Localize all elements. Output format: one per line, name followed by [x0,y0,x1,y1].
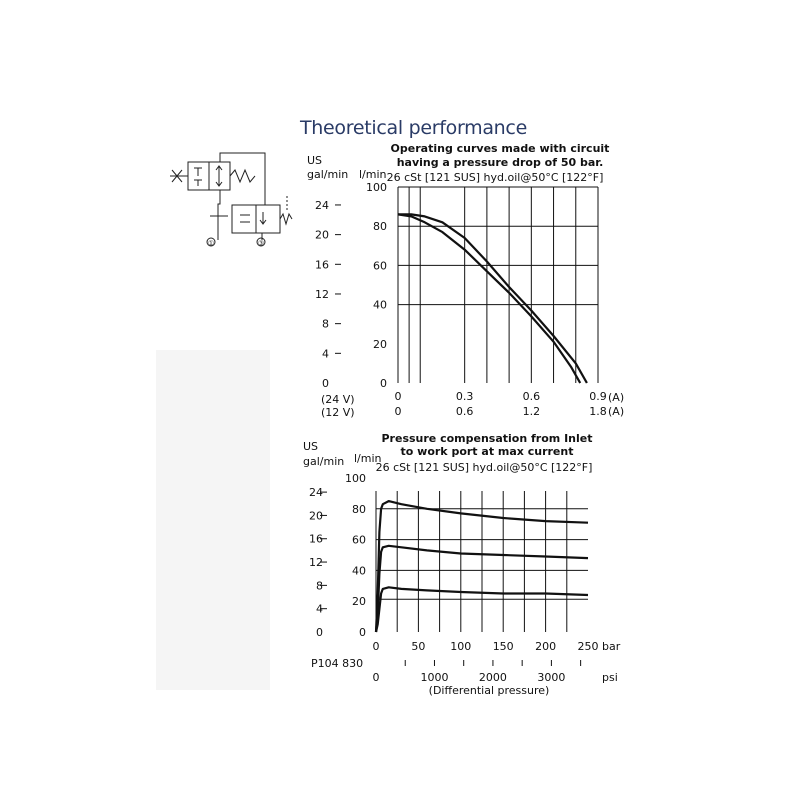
chart1-alt-tick-label: 12 [315,287,329,301]
chart1-x-tick-12v: 0 [394,405,402,418]
chart2-axis-ticks [309,472,599,684]
chart1-x-tick-12v: 1.8 [589,405,607,418]
chart1-x-tick-24v: 0.9 [589,390,607,403]
port-1-label: ① [207,239,215,248]
chart2-x-tick-psi: 1000 [420,671,449,684]
chart2-x-tick-psi: 3000 [537,671,566,684]
chart1-axis-ticks [315,181,607,418]
chart1-y-tick-label: 20 [373,337,387,351]
chart2-x-unit-bar: bar [602,640,621,653]
chart1-x-tick-12v: 0.6 [455,405,474,418]
port-block-symbol [194,168,202,186]
chart2-alt-tick-label: 12 [309,556,323,570]
chart1-x-tick-24v: 0 [394,390,402,403]
flow-arrow-symbol [216,166,222,186]
chart1-row-label-24v: (24 V) [321,393,355,406]
chart2-alt-tick-label: 0 [316,626,323,639]
chart1-x-tick-24v: 0.3 [455,390,474,403]
chart1-row-label-12v: (12 V) [321,406,355,419]
page-title: Theoretical performance [300,117,527,139]
chart2-y-tick-label: 60 [352,533,366,547]
chart1-x-tick-12v: 1.2 [522,405,541,418]
compensator-symbol [240,212,266,224]
port-3-label: ③ [257,239,265,248]
hydraulic-schematic [170,153,292,246]
spring-symbol [230,170,255,182]
chart1-series-line-1 [398,214,587,383]
chart1-alt-tick-label: 16 [315,258,329,272]
chart2-y-tick-label: 100 [345,472,366,485]
chart2-x-tick-bar: 0 [372,640,380,653]
chart2-y-tick-label: 40 [352,564,366,578]
chart2-x-tick-bar: 50 [411,640,426,653]
chart2-alt-tick-label: 8 [316,579,323,593]
chart1-alt-unit-line2: gal/min [307,168,349,181]
chart2-alt-tick-label: 4 [316,602,323,616]
chart1-alt-unit-line1: US [307,154,323,167]
chart1-alt-tick-label: 0 [322,377,329,390]
chart2-x-tick-bar: 250 [577,640,599,653]
chart2-title: Pressure compensation from Inlet [381,432,593,445]
chart1-x-unit-24v: (A) [608,391,625,404]
chart2-alt-tick-label: 20 [309,509,323,523]
chart2-alt-tick-label: 24 [309,486,323,500]
chart1-y-tick-label: 0 [380,377,387,390]
chart2-x-tick-bar: 150 [492,640,514,653]
chart1-y-tick-label: 40 [373,298,387,312]
chart2-x-tick-psi: 2000 [478,671,507,684]
chart1-y-tick-label: 100 [366,181,387,194]
chart2-condition: 26 cSt [121 SUS] hyd.oil@50°C [122°F] [375,461,593,474]
chart2-xlabel: (Differential pressure) [428,684,550,697]
supply-line [218,190,220,240]
chart2-y-tick-label: 80 [352,502,366,516]
chart1-subtitle: having a pressure drop of 50 bar. [396,156,604,169]
chart1-x-unit-12v: (A) [608,405,625,418]
chart1-series [398,214,587,383]
compensator-spring-symbol [280,214,292,224]
chart2-subtitle: to work port at max current [400,445,574,458]
chart1-y-tick-label: 60 [373,259,387,273]
chart1-title: Operating curves made with circuit [390,142,610,155]
chart2-alt-unit-line1: US [303,440,319,453]
chart1-condition: 26 cSt [121 SUS] hyd.oil@50°C [122°F] [386,171,604,184]
chart1-x-tick-24v: 0.6 [522,390,541,403]
chart2-y-tick-label: 20 [352,595,366,609]
chart1-y-unit: l/min [359,168,387,181]
chart1-alt-tick-label: 8 [322,317,329,331]
chart2-alt-tick-label: 16 [309,532,323,546]
chart1-alt-tick-label: 20 [315,228,329,242]
chart1-y-tick-label: 80 [373,220,387,234]
chart1-alt-tick-label: 4 [322,347,329,361]
chart2-code: P104 830 [311,657,364,670]
chart2-y-tick-label: 0 [359,626,366,639]
chart2-x-tick-bar: 200 [535,640,557,653]
pilot-line [220,153,265,205]
chart2-x-tick-psi: 0 [372,671,380,684]
chart2-grid [376,491,588,632]
chart1-alt-tick-label: 24 [315,198,329,212]
chart2-x-tick-bar: 100 [450,640,472,653]
chart2-alt-unit-line2: gal/min [303,455,345,468]
chart2-x-unit-psi: psi [602,671,618,684]
chart2-y-unit: l/min [354,452,382,465]
chart1-series-line-2 [398,214,580,383]
